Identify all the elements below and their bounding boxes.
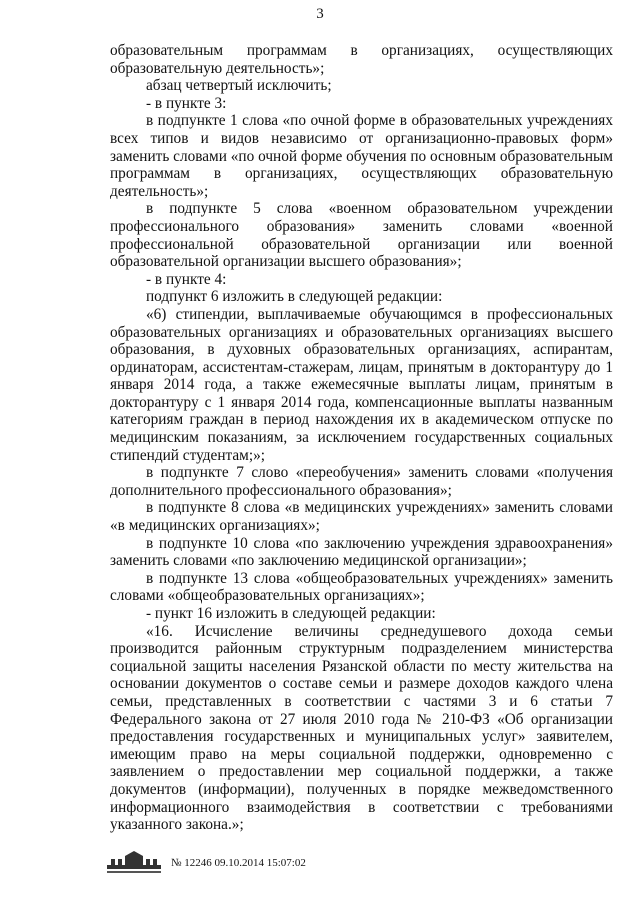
paragraph: - в пункте 4: bbox=[146, 270, 227, 288]
registration-stamp: № 12246 09.10.2014 15:07:02 bbox=[171, 857, 306, 869]
paragraph: в подпункте 13 слова «общеобразовательных учреждениях» заменить словами «общеобразовательных организациях»; bbox=[110, 569, 613, 605]
paragraph: - в пункте 3: bbox=[146, 94, 227, 112]
paragraph: «6) стипендии, выплачиваемые обучающимся в профессиональных образовательных организациях и образовательных организациях высшего образования, в духовных образовательных организациях, аспирантам, ординаторам, ассистентам-стажерам, лицам, принятым в докторантуру до 1 января 2014 года, а также ежемесячные выплаты лицам, принятым в докторантуру с 1 января 2014 года, компенсационные выплаты названным категориям граждан в период нахождения их в академическом отпуске по медицинским показаниям, за исключением государственных социальных стипендий студентам;»; bbox=[110, 305, 613, 464]
paragraph: в подпункте 5 слова «военном образовательном учреждении профессионального образования» заменить словами «военной профессиональной образовательной организации или военной образовательной организации высшего образования»; bbox=[110, 200, 613, 271]
paragraph: подпункт 6 изложить в следующей редакции: bbox=[146, 288, 443, 306]
paragraph: в подпункте 8 слова «в медицинских учреждениях» заменить словами «в медицинских организациях»; bbox=[110, 499, 613, 535]
building-logo-icon bbox=[105, 851, 163, 875]
paragraph: в подпункте 10 слова «по заключению учреждения здравоохранения» заменить словами «по заключению медицинской организации»; bbox=[110, 534, 613, 570]
paragraph: абзац четвертый исключить; bbox=[146, 77, 332, 95]
page-number: 3 bbox=[316, 6, 324, 22]
document-footer bbox=[105, 851, 306, 875]
paragraph: - пункт 16 изложить в следующей редакции: bbox=[146, 605, 436, 622]
paragraph: образовательным программам в организациях, осуществляющих образовательную деятельность»; bbox=[110, 42, 613, 77]
paragraph: в подпункте 7 слово «переобучения» заменить словами «получения дополнительного профессионального образования»; bbox=[110, 464, 613, 499]
paragraph: в подпункте 1 слова «по очной форме в образовательных учреждениях всех типов и видов независимо от организационно-правовых форм» заменить словами «по очной форме обучения по основным образовательным программам в организациях, осуществляющих образовательную деятельность»; bbox=[110, 112, 613, 200]
paragraph: «16. Исчисление величины среднедушевого дохода семьи производится районным структурным подразделением министерства социальной защиты населения Рязанской области по месту жительства на основании документов о составе семьи и размере доходов каждого члена семьи, представленных в соответствии с частями 3 и 6 статьи 7 Федерального закона от 27 июля 2010 года № 210-ФЗ «Об организации предоставления государственных и муниципальных услуг» заявителем, имеющим право на меры социальной поддержки, одновременно с заявлением о предоставлении мер социальной поддержки, а также документов (информации), полученных в порядке межведомственного информационного взаимодействия в соответствии с требованиями указанного закона.»; bbox=[110, 622, 613, 834]
document-body bbox=[110, 42, 613, 834]
